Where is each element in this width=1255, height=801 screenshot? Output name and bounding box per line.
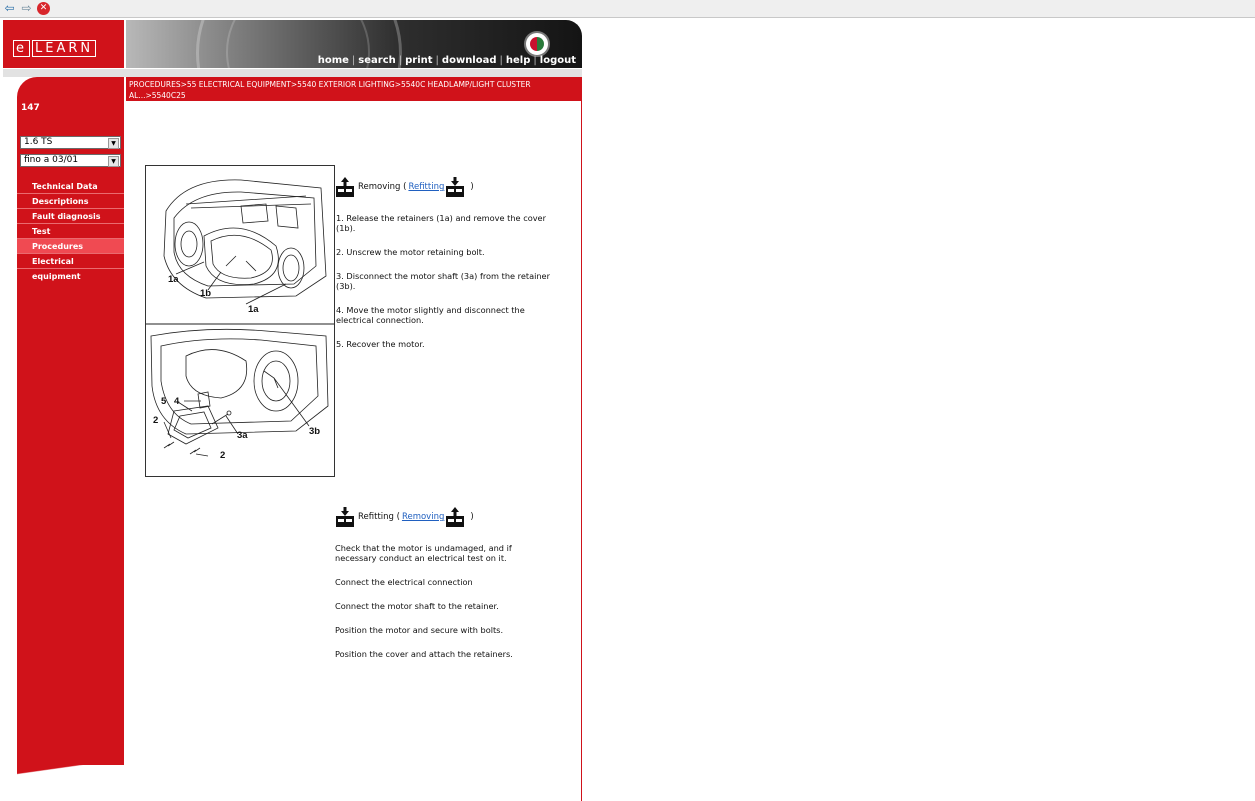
top-nav: home | search | print | download | help | logout <box>317 55 576 66</box>
removing-step-1: 1. Release the retainers (1a) and remove the cover (1b). <box>336 213 546 233</box>
label-1a: 1a <box>168 274 179 285</box>
refitting-step-1: Check that the motor is undamaged, and if necessary conduct an electrical test on it. <box>335 543 512 563</box>
label-3b: 3b <box>309 426 321 437</box>
browser-toolbar <box>0 0 1255 18</box>
sidebar-bottom-wedge <box>17 748 124 784</box>
alfa-romeo-badge-icon <box>524 31 550 57</box>
sidebar-top-curve <box>17 77 124 101</box>
refit-tool-icon <box>336 507 354 527</box>
refitting-section <box>336 507 474 527</box>
headlamp-diagram <box>145 165 335 477</box>
nav-logout[interactable]: logout <box>539 55 576 66</box>
removing-step-5: 5. Recover the motor. <box>336 339 425 349</box>
logo-prefix: e <box>13 40 30 57</box>
removing-step-4: 4. Move the motor slightly and disconnect the electrical connection. <box>336 305 525 325</box>
breadcrumb <box>126 77 582 111</box>
date-select-value: fino a 03/01 <box>24 155 79 165</box>
label-4: 4 <box>174 396 180 407</box>
chevron-down-icon[interactable]: ▼ <box>108 156 119 167</box>
chevron-down-icon[interactable]: ▼ <box>108 138 119 149</box>
removing-title: Removing ( <box>358 182 407 192</box>
refitting-header <box>336 507 474 527</box>
nav-search[interactable]: search <box>358 55 396 66</box>
refitting-step-4: Position the motor and secure with bolts. <box>335 625 504 635</box>
refitting-tool-icon[interactable] <box>446 177 464 197</box>
sidebar-item-procedures[interactable]: Procedures <box>17 239 124 254</box>
nav-help[interactable]: help <box>505 55 531 66</box>
refitting-step-2: Connect the electrical connection <box>335 577 473 587</box>
removing-tool-icon[interactable] <box>446 507 464 527</box>
label-2-bottom: 2 <box>220 450 226 461</box>
sidebar-item-technical-data[interactable]: Technical Data <box>17 179 124 194</box>
nav-download[interactable]: download <box>441 55 497 66</box>
arrow-right-icon[interactable]: ⇨ <box>21 1 32 15</box>
label-2: 2 <box>153 415 159 426</box>
removing-header <box>336 177 474 197</box>
breadcrumb-line-2: HEADLAMP ALIGNMENT CORRECTION MOTOR -R.R. WITH HEADLAMP/LIGHT CLUSTER REMOVED <box>129 102 488 111</box>
date-select[interactable] <box>20 154 121 167</box>
refitting-link[interactable]: Refitting <box>408 182 445 192</box>
model-label: 147 <box>21 103 40 113</box>
engine-select[interactable] <box>20 136 121 149</box>
removing-step-2: 2. Unscrew the motor retaining bolt. <box>336 247 485 257</box>
sidebar <box>17 101 124 765</box>
nav-home[interactable]: home <box>317 55 349 66</box>
breadcrumb-line-1[interactable]: PROCEDURES>55 ELECTRICAL EQUIPMENT>5540 EXTERIOR LIGHTING>5540C HEADLAMP/LIGHT CLUSTER AL...>5540C25 <box>129 80 531 100</box>
refitting-close: ) <box>470 512 474 522</box>
nav-print[interactable]: print <box>405 55 433 66</box>
label-1a-lower: 1a <box>248 304 259 315</box>
removing-step-3: 3. Disconnect the motor shaft (3a) from the retainer (3b). <box>336 271 550 291</box>
sidebar-item-test[interactable]: Test <box>17 224 124 239</box>
removal-tool-icon <box>336 177 354 197</box>
diagram-svg <box>146 166 334 476</box>
sidebar-item-fault-diagnosis[interactable]: Fault diagnosis <box>17 209 124 224</box>
removing-section <box>336 177 474 197</box>
divider <box>3 69 582 77</box>
elearn-app <box>0 18 584 784</box>
refitting-title: Refitting ( <box>358 512 400 522</box>
label-1b: 1b <box>200 288 212 299</box>
removing-link[interactable]: Removing <box>401 512 445 522</box>
header-banner <box>126 20 582 68</box>
elearn-logo <box>3 20 124 68</box>
refitting-step-5: Position the cover and attach the retainers. <box>335 649 513 659</box>
removing-close: ) <box>470 182 474 192</box>
refitting-step-3: Connect the motor shaft to the retainer. <box>335 601 499 611</box>
label-5: 5 <box>161 396 167 407</box>
logo-word: LEARN <box>32 40 96 57</box>
engine-select-value: 1.6 TS <box>24 137 53 147</box>
arrow-left-icon[interactable]: ⇦ <box>4 1 15 15</box>
stop-icon[interactable]: ✕ <box>37 2 50 15</box>
sidebar-menu <box>17 179 124 281</box>
sidebar-item-descriptions[interactable]: Descriptions <box>17 194 124 209</box>
sidebar-item-electrical-equipment[interactable]: Electrical equipment <box>17 254 124 269</box>
procedure-content <box>126 101 582 801</box>
label-3a: 3a <box>237 430 248 441</box>
